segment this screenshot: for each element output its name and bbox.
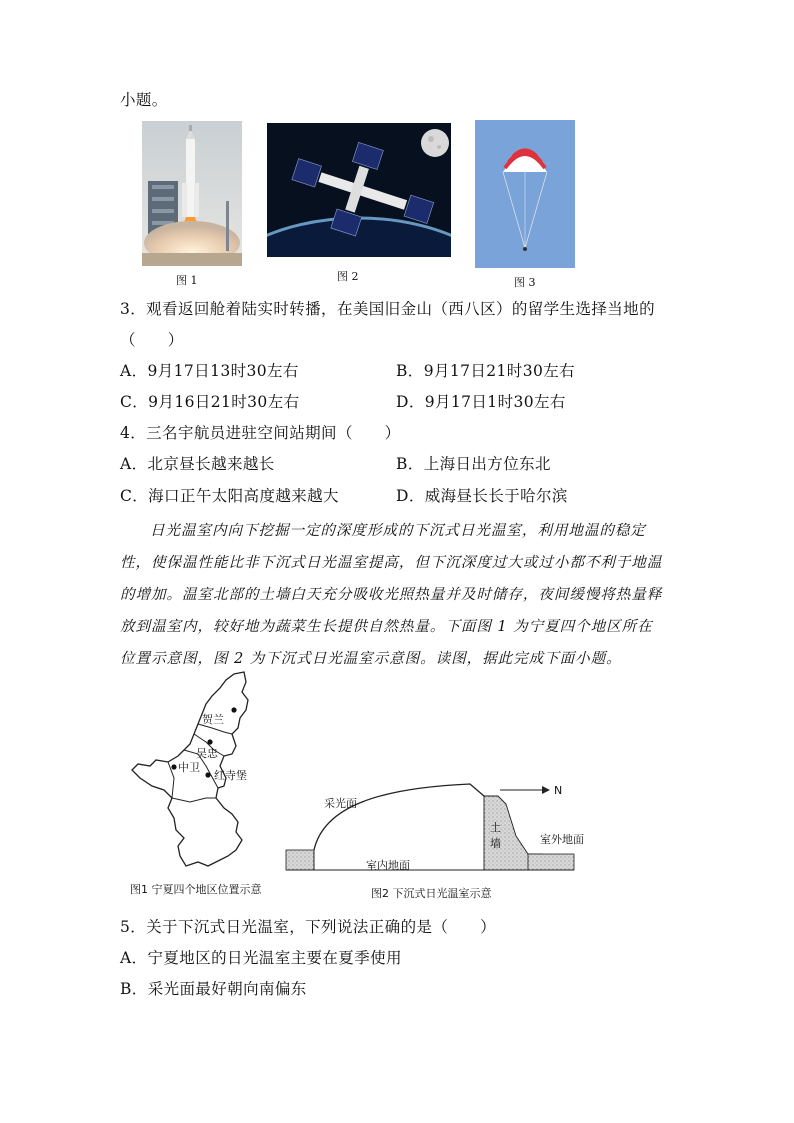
question-3-stem: 3．观看返回舱着陆实时转播，在美国旧金山（西八区）的留学生选择当地的 bbox=[120, 300, 655, 318]
zhongwei-marker bbox=[171, 764, 176, 769]
figure-2-caption: 图2 下沉式日光温室示意 bbox=[371, 887, 492, 900]
question-3-option-b: B．9月17日21时30左右 bbox=[396, 362, 576, 380]
ningxia-map bbox=[128, 670, 298, 880]
helan-marker bbox=[231, 707, 236, 712]
photo-caption-1: 图 1 bbox=[176, 274, 198, 287]
label-light-face: 采光面 bbox=[324, 797, 357, 810]
map-label-helan: 贺兰 bbox=[202, 713, 224, 726]
intro-tail-text: 小题。 bbox=[120, 91, 168, 109]
question-3-bracket: （ ） bbox=[120, 331, 184, 349]
greenhouse-diagram bbox=[280, 776, 584, 876]
question-4-option-a: A．北京昼长越来越长 bbox=[120, 455, 275, 473]
question-3-option-c: C．9月16日21时30左右 bbox=[120, 393, 300, 411]
photo-caption-2: 图 2 bbox=[337, 270, 359, 283]
hongsibu-marker bbox=[205, 772, 210, 777]
space-station-photo bbox=[267, 123, 451, 257]
question-5-stem: 5．关于下沉式日光温室，下列说法正确的是（ ） bbox=[120, 918, 496, 936]
rocket-launch-photo bbox=[142, 121, 242, 266]
question-3-option-a: A．9月17日13时30左右 bbox=[120, 362, 299, 380]
photo-caption-3: 图 3 bbox=[514, 276, 536, 289]
label-north: N bbox=[554, 784, 563, 797]
question-3-option-d: D．9月17日1时30左右 bbox=[396, 393, 566, 411]
reading-passage-text: 日光温室内向下挖掘一定的深度形成的下沉式日光温室，利用地温的稳定性，使保温性能比非下沉式日光温室提高，但下沉深度过大或过小都不利于地温的增加。温室北部的土墙白天充分吸收光照热量并及时储存，夜间缓慢将热量释放到温室内，较好地为蔬菜生长提供自然热量。下面图 1 为宁夏四个地区所在位置示意图，图 2 为下沉式日光温室示意图。读图，据此完成下面小题。 bbox=[120, 522, 663, 667]
parachute-photo bbox=[475, 120, 575, 268]
label-outside-ground: 室外地面 bbox=[540, 833, 584, 846]
reading-passage bbox=[120, 515, 668, 675]
question-5-option-b: B．采光面最好朝向南偏东 bbox=[120, 980, 307, 998]
question-4-option-b: B．上海日出方位东北 bbox=[396, 455, 551, 473]
map-label-hongsibu: 红寺堡 bbox=[214, 769, 247, 782]
question-4-option-d: D．威海昼长长于哈尔滨 bbox=[396, 487, 568, 505]
figure-1-caption: 图1 宁夏四个地区位置示意 bbox=[130, 883, 262, 896]
wuzhong-marker bbox=[207, 739, 212, 744]
question-4-stem: 4．三名宇航员进驻空间站期间（ ） bbox=[120, 424, 401, 442]
label-earth-wall: 土 墙 bbox=[490, 821, 501, 850]
map-label-wuzhong: 吴忠 bbox=[196, 747, 218, 760]
question-4-option-c: C．海口正午太阳高度越来越大 bbox=[120, 487, 339, 505]
label-inside-ground: 室内地面 bbox=[366, 859, 410, 872]
question-5-option-a: A．宁夏地区的日光温室主要在夏季使用 bbox=[120, 949, 402, 967]
map-label-zhongwei: 中卫 bbox=[178, 761, 200, 774]
